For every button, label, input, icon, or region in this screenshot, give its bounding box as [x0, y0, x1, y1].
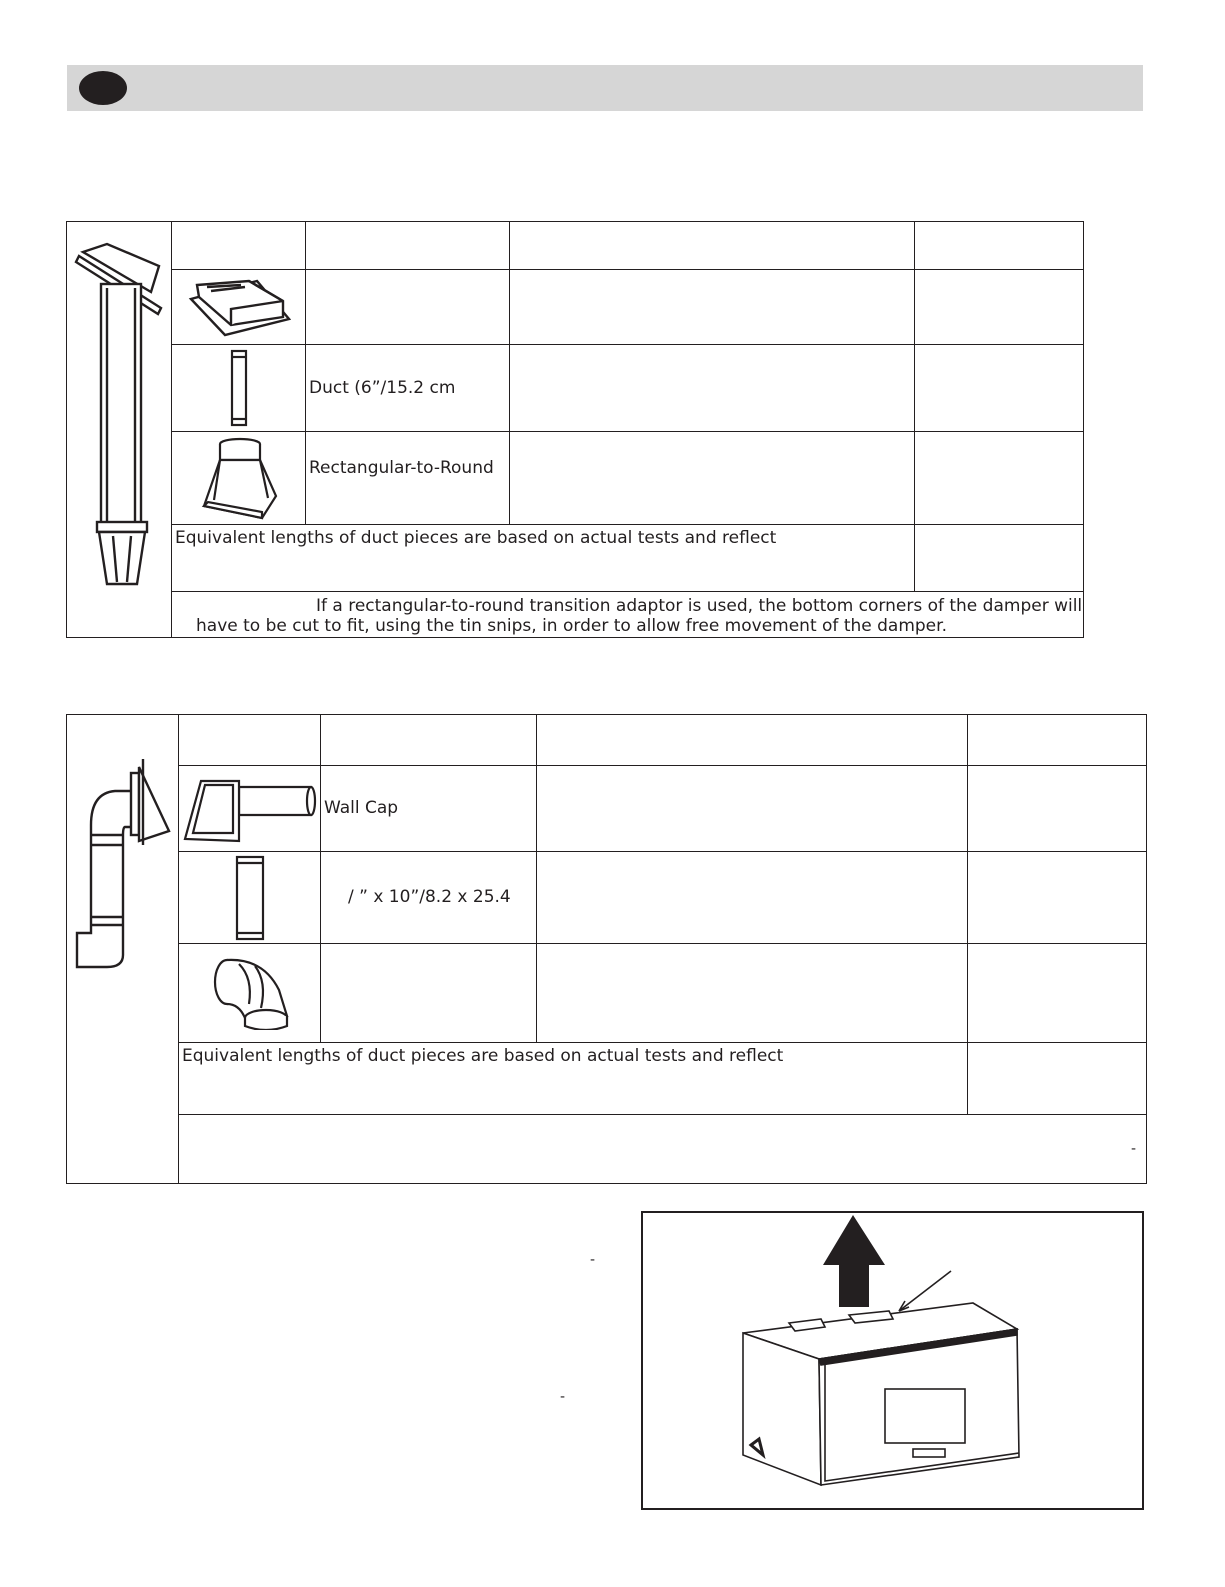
round-duct-cell — [172, 345, 306, 432]
round-duct-icon — [229, 349, 249, 427]
damper-caution-text: If a rectangular-to-round transition adaptor is used, the bottom corners of the damper will have to be cut to fit, using the tin snips, in order to allow free movement of the damper. — [196, 596, 1083, 636]
wall-caution-cell — [179, 1115, 1147, 1184]
rectangular-duct-cell — [179, 852, 321, 944]
section-header-bar — [67, 65, 1143, 111]
wall-cap-icon — [183, 775, 317, 843]
stray-mark-2: - — [560, 1389, 566, 1405]
pointer-line — [899, 1271, 951, 1311]
wall-venting-table — [66, 714, 1147, 1184]
round-duct-label: Duct (6”/15.2 cm — [309, 377, 456, 398]
transition-adaptor-label: Rectangular-to-Round — [309, 458, 494, 478]
vertical-duct-run-icon — [67, 236, 171, 606]
roof-venting-table — [66, 221, 1084, 638]
vertical-duct-run-illustration — [67, 222, 172, 638]
wall-duct-run-icon — [67, 755, 177, 981]
stray-mark-1: - — [590, 1252, 596, 1268]
elbow-duct-cell — [179, 944, 321, 1043]
rectangular-duct-label: / ” x 10”/8.2 x 25.4 — [348, 887, 511, 907]
wall-cap-cell — [179, 766, 321, 852]
tail-mark: - — [1130, 1141, 1136, 1157]
exhaust-figure — [641, 1211, 1144, 1510]
up-arrow-icon — [823, 1215, 885, 1307]
damper-caution-cell — [172, 592, 1084, 638]
equivalent-length-note: Equivalent lengths of duct pieces are based on actual tests and reflect — [172, 525, 915, 592]
transition-adaptor-icon — [200, 436, 278, 520]
elbow-duct-icon — [209, 956, 291, 1030]
equivalent-length-note-2: Equivalent lengths of duct pieces are based on actual tests and reflect — [179, 1043, 968, 1115]
wall-duct-run-illustration — [67, 715, 179, 1184]
roof-cap-cell — [172, 270, 306, 345]
microwave-exhaust-illustration — [643, 1213, 1142, 1508]
step-number-badge — [79, 71, 127, 105]
wall-cap-label: Wall Cap — [324, 798, 399, 818]
rectangular-duct-icon — [234, 855, 266, 941]
roof-cap-icon — [187, 275, 291, 339]
transition-adaptor-cell — [172, 432, 306, 525]
microwave-icon — [743, 1303, 1019, 1485]
